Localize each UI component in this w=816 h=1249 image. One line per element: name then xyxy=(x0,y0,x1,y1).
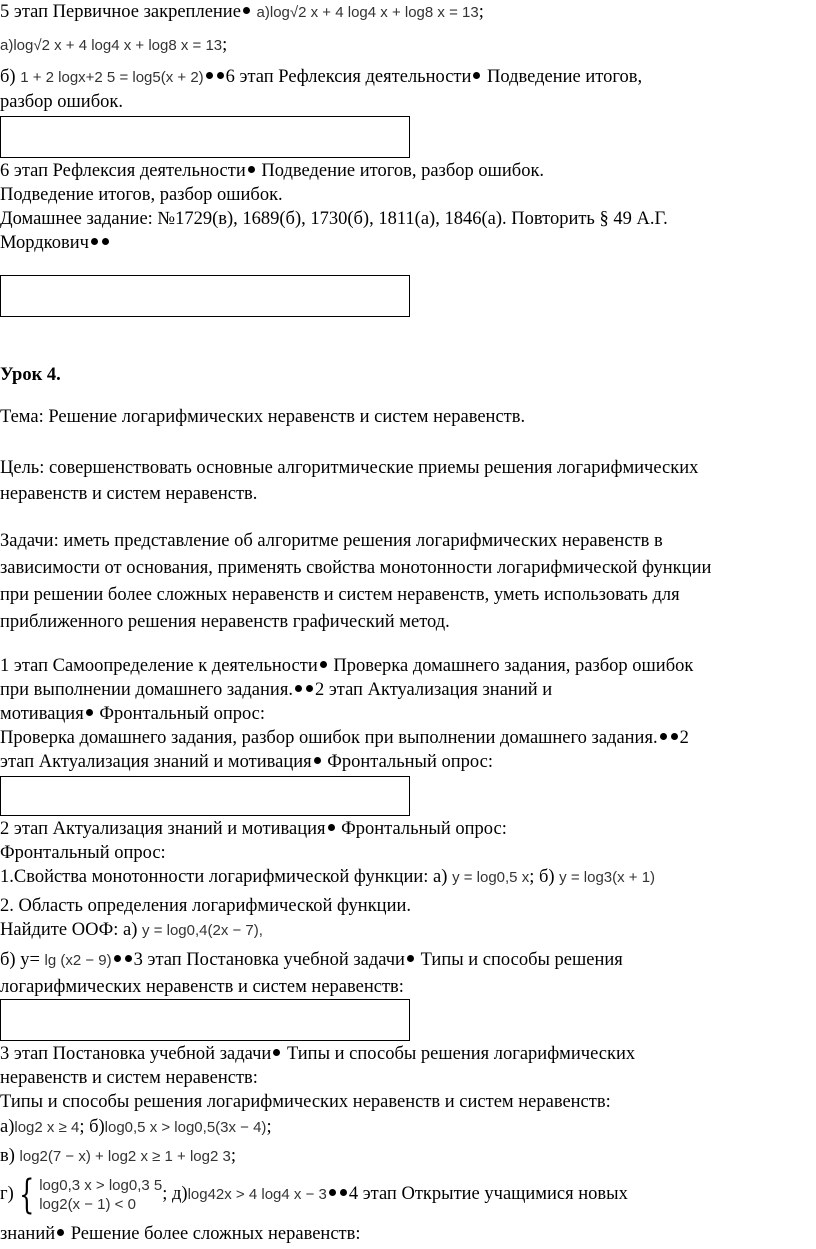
lesson-tasks-line-1: Задачи: иметь представление об алгоритме решения логарифмических неравенств в xyxy=(0,531,663,551)
inequality-c-line: в) log2(7 − x) + log2 x ≥ 1 + log2 3; xyxy=(0,1146,236,1166)
text-line: Проверка домашнего задания, разбор ошибок при выполнении домашнего задания. 2 xyxy=(0,728,689,748)
formula-inequality-c: log2(7 − x) + log2 x ≥ 1 + log2 3 xyxy=(19,1148,231,1165)
bullet-icon xyxy=(295,685,302,692)
lesson-title: Урок 4. xyxy=(0,365,61,385)
text-line: Фронтальный опрос: xyxy=(0,843,166,863)
bullet-icon xyxy=(671,733,678,740)
domain-b-line: б) y= lg (x2 − 9) 3 этап Постановка учебной задачи Типы и способы решения xyxy=(0,950,623,970)
stage5-title: 5 этап Первичное закрепление xyxy=(0,2,241,22)
bullet-icon xyxy=(243,7,250,14)
stage3-line: 3 этап Постановка учебной задачи Типы и способы решения логарифмических xyxy=(0,1044,636,1064)
lesson-goal-line-2: неравенств и систем неравенств. xyxy=(0,484,258,504)
stage6-line: 6 этап Рефлексия деятельности Подведение итогов, разбор ошибок. xyxy=(0,161,545,181)
equation-a-line: а)log√2 x + 4 log4 x + log8 x = 13; xyxy=(0,35,228,55)
empty-frame xyxy=(0,999,410,1041)
stage6-title: 6 этап Рефлексия деятельности xyxy=(225,67,472,87)
inequality-system xyxy=(39,1176,162,1214)
stage1-line: 1 этап Самоопределение к деятельности Проверка домашнего задания, разбор ошибок xyxy=(0,656,694,676)
bullet-icon xyxy=(125,955,132,962)
system-line: г) { log0,3 x > log0,3 5 log2(x − 1) < 0 ; д)log42x > 4 log4 x − 3 4 этап Открытие учащимися новых xyxy=(0,1171,628,1218)
formula-domain-b: lg (x2 − 9) xyxy=(44,952,112,969)
formula-inequality-b: log0,5 x > log0,5(3x − 4) xyxy=(104,1119,267,1136)
bullet-icon xyxy=(102,238,109,245)
bullet-icon xyxy=(273,1049,280,1056)
inequalities-ab-line: а)log2 x ≥ 4; б)log0,5 x > log0,5(3x − 4); xyxy=(0,1117,272,1137)
formula-inequality-d: log42x > 4 log4 x − 3 xyxy=(187,1186,327,1203)
text-line: Подведение итогов, разбор ошибок. xyxy=(0,185,283,205)
formula-function-a: y = log0,5 x xyxy=(452,869,530,886)
text-line: логарифмических неравенств и систем неравенств: xyxy=(0,977,404,997)
lesson-topic: Тема: Решение логарифмических неравенств и систем неравенств. xyxy=(0,407,526,427)
bullet-icon xyxy=(407,955,414,962)
question-2-line: 2. Область определения логарифмической функции. xyxy=(0,896,412,916)
lesson-tasks-line-3: при решении более сложных неравенств и систем неравенств, уметь использовать для xyxy=(0,585,680,605)
author-line: Мордкович xyxy=(0,232,111,254)
bullet-icon xyxy=(473,72,480,79)
question-1-line: 1.Свойства монотонности логарифмической функции: а) y = log0,5 x; б) y = log3(x + 1) xyxy=(0,867,656,887)
brace-icon: { xyxy=(18,1171,35,1218)
stage4-line: знаний Решение более сложных неравенств: xyxy=(0,1224,361,1244)
bullet-icon xyxy=(320,661,327,668)
bullet-icon xyxy=(114,955,121,962)
formula-system-row-2: log2(x − 1) < 0 xyxy=(39,1195,136,1213)
lesson-goal-line-1: Цель: совершенствовать основные алгоритмические приемы решения логарифмических xyxy=(0,458,699,478)
stage5-line: 5 этап Первичное закрепление а)log√2 x + 4 log4 x + log8 x = 13; xyxy=(0,2,484,22)
bullet-icon xyxy=(57,1229,64,1236)
text-line: при выполнении домашнего задания. 2 этап Актуализация знаний и xyxy=(0,680,553,700)
bullet-icon xyxy=(660,733,667,740)
text-line: неравенств и систем неравенств: xyxy=(0,1068,258,1088)
homework-line: Домашнее задание: №1729(в), 1689(б), 1730(б), 1811(а), 1846(а). Повторить § 49 А.Г. xyxy=(0,209,668,229)
empty-frame xyxy=(0,776,410,816)
bullet-icon xyxy=(340,1189,347,1196)
bullet-icon xyxy=(91,238,98,245)
stage2-line: 2 этап Актуализация знаний и мотивация Фронтальный опрос: xyxy=(0,819,507,839)
bullet-icon xyxy=(217,72,224,79)
bullet-icon xyxy=(328,824,335,831)
formula-equation-a-repeat: а)log√2 x + 4 log4 x + log8 x = 13 xyxy=(0,37,223,54)
lesson-tasks-line-4: приближенного решения неравенств графический метод. xyxy=(0,612,450,632)
formula-equation-a: а)log√2 x + 4 log4 x + log8 x = 13 xyxy=(256,4,479,21)
bullet-icon xyxy=(306,685,313,692)
text-line: мотивация Фронтальный опрос: xyxy=(0,704,266,724)
bullet-icon xyxy=(248,166,255,173)
formula-inequality-a: log2 x ≥ 4 xyxy=(14,1119,80,1136)
empty-frame xyxy=(0,116,410,158)
formula-equation-b: 1 + 2 logx+2 5 = log5(x + 2) xyxy=(20,69,204,86)
text-line: разбор ошибок. xyxy=(0,92,123,112)
text-line: Типы и способы решения логарифмических неравенств и систем неравенств: xyxy=(0,1092,611,1112)
bullet-icon xyxy=(86,709,93,716)
formula-function-b: y = log3(x + 1) xyxy=(559,869,656,886)
empty-frame xyxy=(0,275,410,317)
text-line: этап Актуализация знаний и мотивация Фронтальный опрос: xyxy=(0,752,493,772)
bullet-icon xyxy=(206,72,213,79)
bullet-icon xyxy=(329,1189,336,1196)
lesson-tasks-line-2: зависимости от основания, применять свойства монотонности логарифмической функции xyxy=(0,558,712,578)
domain-a-line: Найдите ООФ: а) y = log0,4(2x − 7), xyxy=(0,920,263,940)
equation-b-line: б) 1 + 2 logx+2 5 = log5(x + 2) 6 этап Рефлексия деятельности Подведение итогов, xyxy=(0,67,643,87)
formula-system-row-1: log0,3 x > log0,3 5 xyxy=(39,1176,163,1194)
bullet-icon xyxy=(314,757,321,764)
formula-domain-a: y = log0,4(2x − 7), xyxy=(142,922,263,939)
